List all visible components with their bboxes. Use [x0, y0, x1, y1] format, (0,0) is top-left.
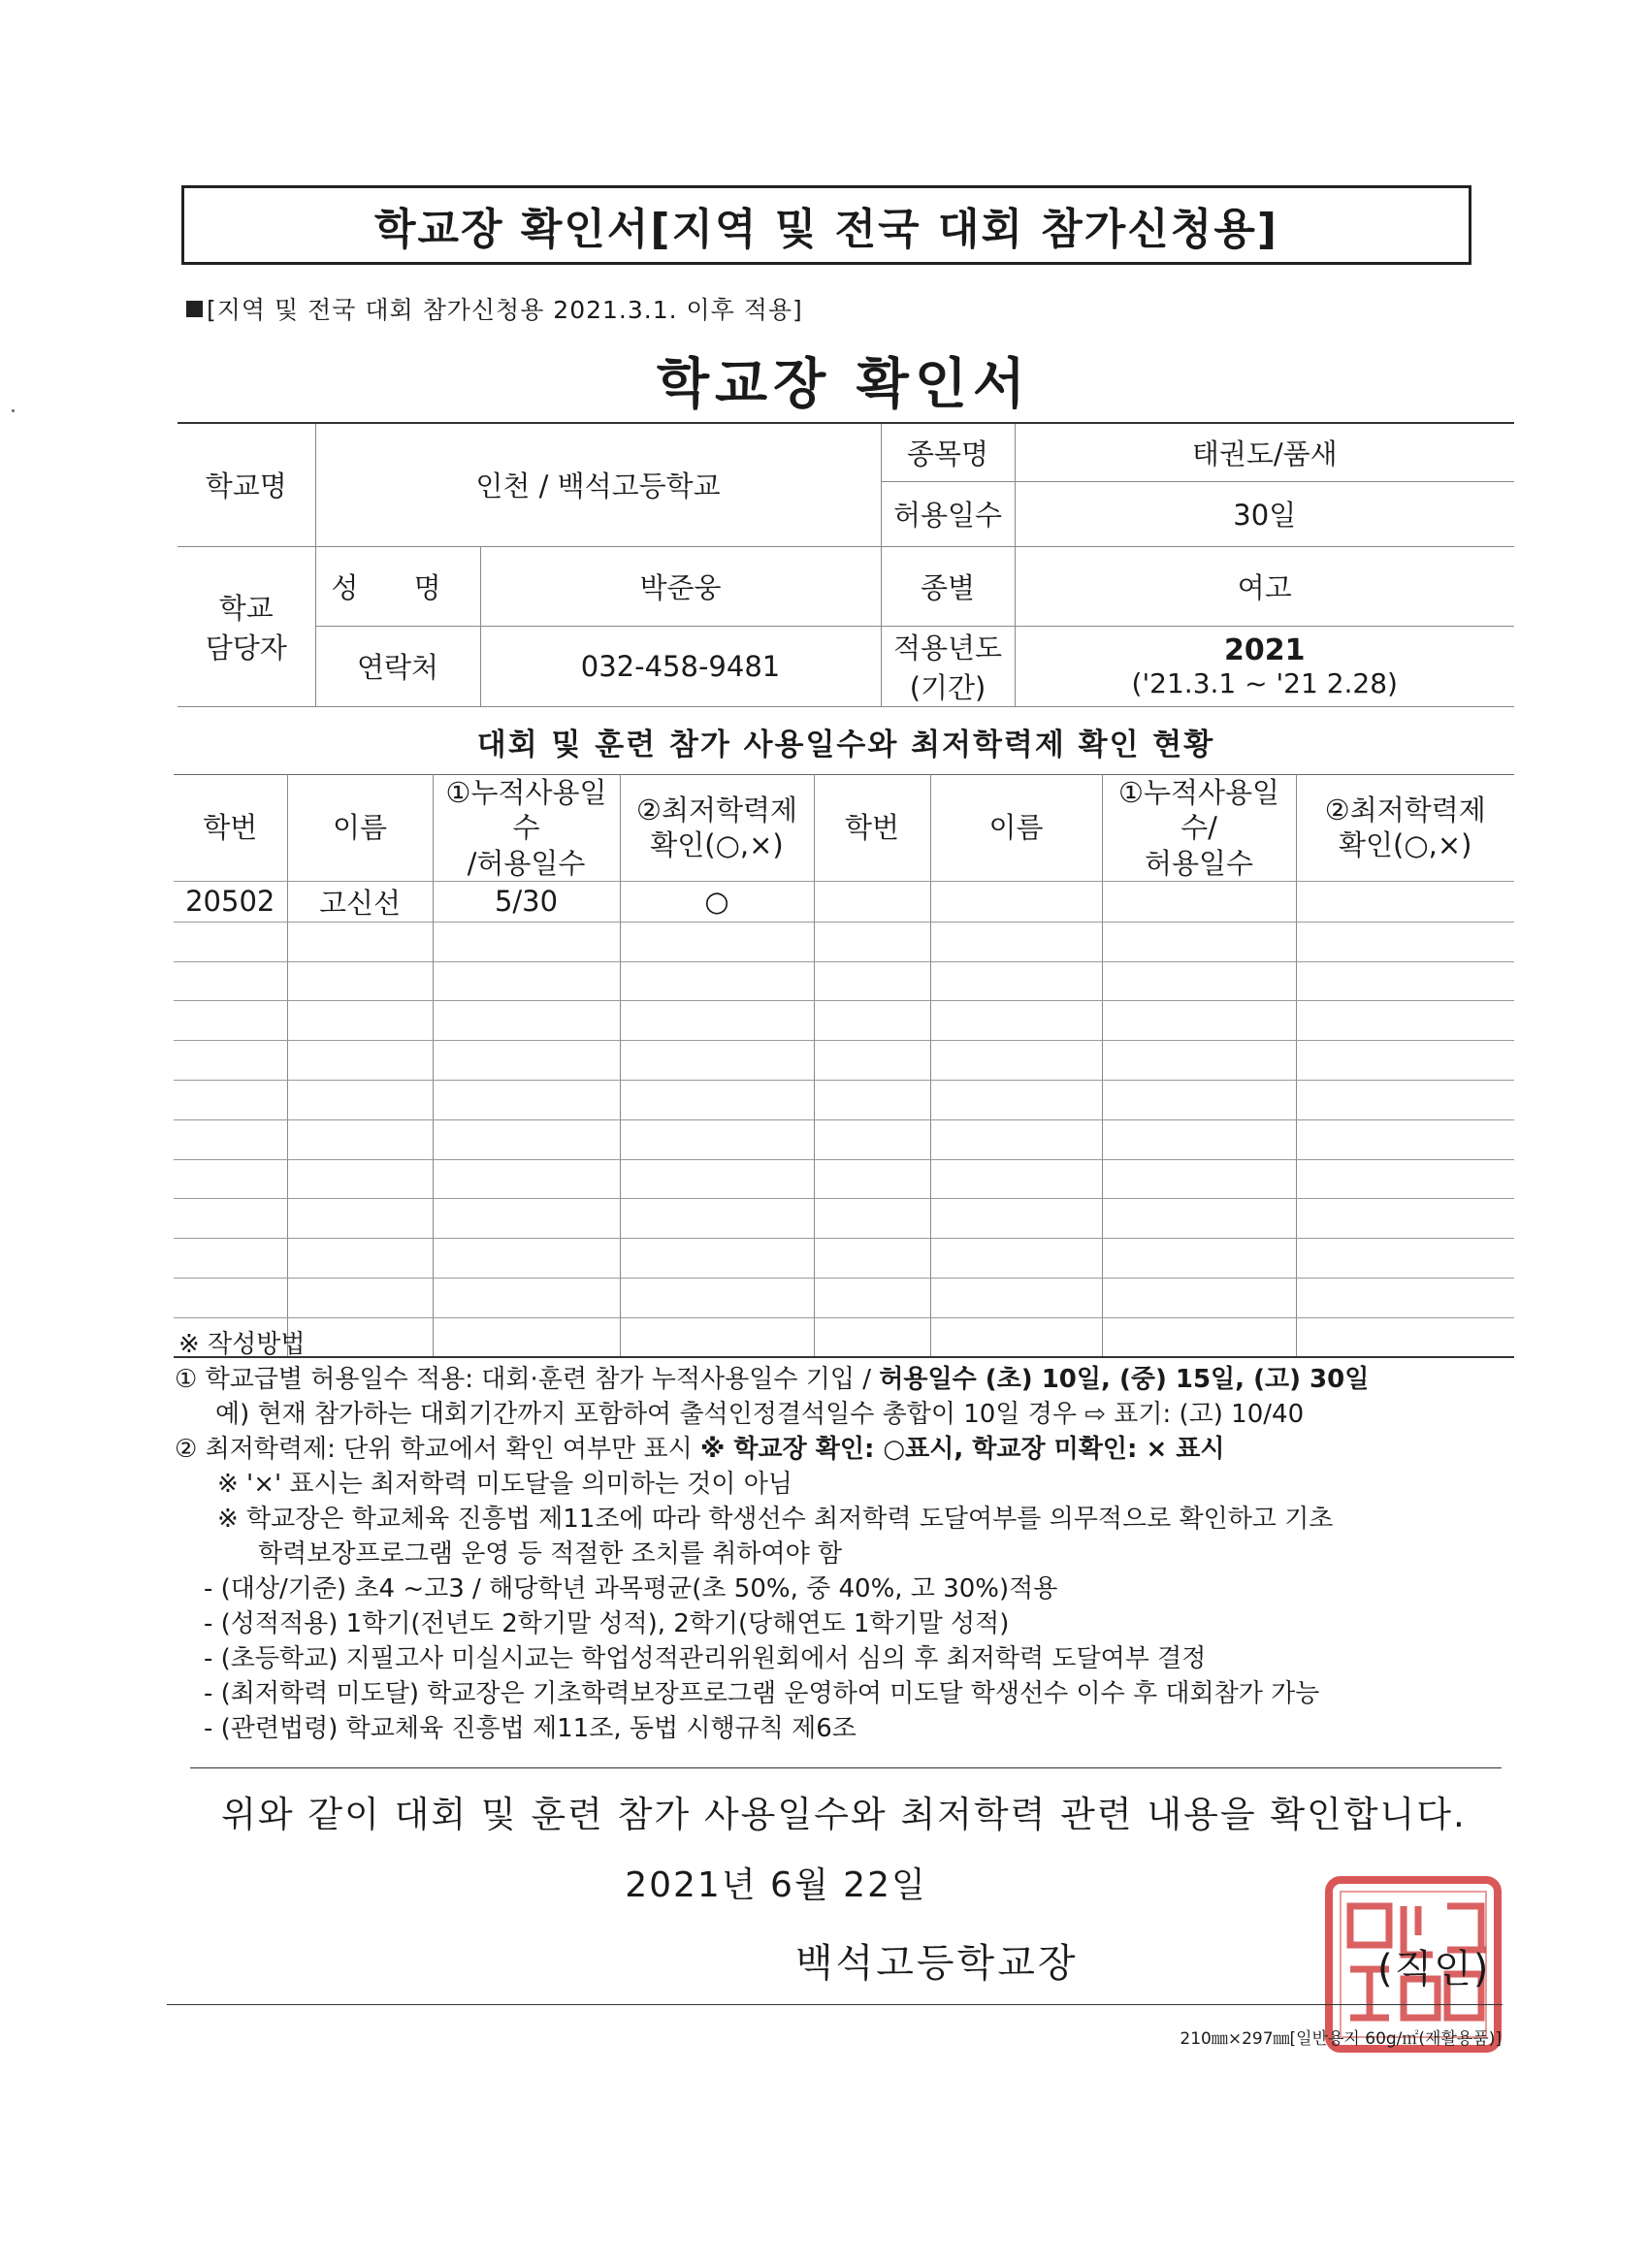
header-id: 학번: [174, 775, 287, 882]
empty-cell: [814, 1080, 930, 1119]
header-check-right-line2: 확인(○,×): [1339, 828, 1472, 862]
student-id-right: [814, 881, 930, 922]
empty-cell: [1296, 1199, 1514, 1239]
student-check-right: [1296, 881, 1514, 922]
header-days: [433, 775, 620, 882]
table-row: [174, 1199, 1514, 1239]
header-check-right: [1296, 775, 1514, 882]
empty-cell: [433, 1239, 620, 1279]
student-days-right: [1102, 881, 1296, 922]
status-section-title: 대회 및 훈련 참가 사용일수와 최저학력제 확인 현황: [476, 728, 1215, 762]
instruction-item-1-text: ① 학교급별 허용일수 적용: 대회·훈련 참가 누적사용일수 기입 /: [175, 1365, 880, 1394]
year-cell: [1015, 626, 1514, 706]
empty-cell: [814, 1239, 930, 1279]
period-value: ('21.3.1 ~ '21 2.28): [1131, 666, 1398, 699]
empty-cell: [174, 922, 287, 961]
square-bullet-icon: [186, 301, 203, 317]
allowed-days-label: 허용일수: [881, 481, 1015, 546]
empty-cell: [1102, 961, 1296, 1001]
empty-cell: [814, 1199, 930, 1239]
instruction-item-2: [175, 1432, 1513, 1467]
empty-cell: [1102, 1001, 1296, 1041]
empty-cell: [287, 1239, 433, 1279]
instruction-item-1-emphasis: 허용일수 (초) 10일, (중) 15일, (고) 30일: [879, 1365, 1370, 1394]
student-check: ○: [620, 881, 814, 922]
status-table: [174, 774, 1514, 1358]
empty-cell: [433, 1159, 620, 1199]
seal-label: (직인): [1377, 1947, 1491, 1992]
divider: [190, 1767, 1502, 1768]
empty-cell: [620, 961, 814, 1001]
instruction-item-1: [175, 1362, 1513, 1397]
empty-cell: [174, 1199, 287, 1239]
empty-cell: [814, 1119, 930, 1159]
header-id-right: 학번: [814, 775, 930, 882]
empty-cell: [814, 1001, 930, 1041]
year-label: [881, 626, 1015, 706]
table-row: [174, 1119, 1514, 1159]
empty-cell: [433, 922, 620, 961]
empty-cell: [930, 1159, 1102, 1199]
header-name-right: 이름: [930, 775, 1102, 882]
header-check-right-line1: ②최저학력제: [1324, 794, 1486, 827]
empty-cell: [287, 1278, 433, 1317]
empty-cell: [287, 1080, 433, 1119]
header-check-line2: 확인(○,×): [650, 828, 784, 862]
empty-cell: [1296, 1080, 1514, 1119]
empty-cell: [1296, 922, 1514, 961]
empty-cell: [1102, 1278, 1296, 1317]
event-label: 종목명: [881, 423, 1015, 481]
main-title: 학교장 확인서: [656, 353, 1032, 416]
confirmation-statement: 위와 같이 대회 및 훈련 참가 사용일수와 최저학력 관련 내용을 확인합니다.: [221, 1794, 1467, 1835]
empty-cell: [930, 922, 1102, 961]
table-row: [174, 881, 1514, 922]
empty-cell: [174, 1001, 287, 1041]
empty-cell: [1102, 1199, 1296, 1239]
header-days-right-line1: ①누적사용일수/: [1117, 776, 1280, 845]
table-row: [174, 1278, 1514, 1317]
empty-cell: [1102, 1239, 1296, 1279]
status-header-row: [174, 775, 1514, 882]
empty-cell: [1296, 961, 1514, 1001]
empty-cell: [930, 1041, 1102, 1081]
empty-cell: [1102, 1080, 1296, 1119]
instruction-note-1: ※ '×' 표시는 최저학력 미도달을 의미하는 것이 아님: [217, 1470, 792, 1499]
student-name: 고신선: [287, 881, 433, 922]
event-value: 태권도/품새: [1015, 423, 1514, 481]
instruction-bullet: - (성적적용) 1학기(전년도 2학기말 성적), 2학기(당해연도 1학기말 성적): [204, 1609, 1010, 1638]
name-label: 성 명: [315, 546, 480, 626]
applicability-note-text: [지역 및 전국 대회 참가신청용 2021.3.1. 이후 적용]: [207, 296, 803, 324]
instruction-bullet: - (대상/기준) 초4 ~고3 / 해당학년 과목평균(초 50%, 중 40%, 고 30%)적용: [204, 1574, 1058, 1604]
type-value: 여고: [1015, 546, 1514, 626]
header-check-line1: ②최저학력제: [635, 794, 798, 827]
header-name: 이름: [287, 775, 433, 882]
empty-cell: [174, 1041, 287, 1081]
instruction-note-2-cont: 학력보장프로그램 운영 등 적절한 조치를 취하여야 함: [258, 1539, 843, 1569]
year-label-line2: (기간): [909, 670, 986, 704]
instruction-item-2-text: ② 최저학력제: 단위 학교에서 확인 여부만 표시: [175, 1435, 701, 1464]
header-check: [620, 775, 814, 882]
header-days-line1: ①누적사용일수: [445, 776, 607, 845]
instruction-bullet: - (초등학교) 지필고사 미실시교는 학업성적관리위원회에서 심의 후 최저학력 도달여부 결정: [204, 1644, 1207, 1673]
year-label-line1: 적용년도: [892, 631, 1003, 664]
empty-cell: [814, 1159, 930, 1199]
school-info-table: [178, 422, 1514, 707]
header-days-right: [1102, 775, 1296, 882]
principal-name: 백석고등학교장: [795, 1941, 1079, 1986]
empty-cell: [433, 1001, 620, 1041]
empty-cell: [620, 1119, 814, 1159]
empty-cell: [174, 961, 287, 1001]
empty-cell: [1296, 1119, 1514, 1159]
allowed-days-value: 30일: [1015, 481, 1514, 546]
empty-cell: [930, 1119, 1102, 1159]
empty-cell: [287, 1041, 433, 1081]
empty-cell: [620, 1239, 814, 1279]
paper-spec: 210㎜×297㎜[일반용지 60g/㎡(재활용품)]: [1180, 2029, 1502, 2049]
empty-cell: [814, 961, 930, 1001]
table-row: [174, 1080, 1514, 1119]
empty-cell: [433, 961, 620, 1001]
table-row: [174, 1041, 1514, 1081]
empty-cell: [174, 1239, 287, 1279]
table-row: [174, 1001, 1514, 1041]
empty-cell: [287, 1199, 433, 1239]
empty-cell: [620, 1159, 814, 1199]
name-value: 박준웅: [480, 546, 881, 626]
instruction-item-1-example: 예) 현재 참가하는 대회기간까지 포함하여 출석인정결석일수 총합이 10일 경우 ⇨ 표기: (고) 10/40: [215, 1400, 1305, 1429]
empty-cell: [930, 1278, 1102, 1317]
empty-cell: [1102, 1041, 1296, 1081]
table-row: [174, 1159, 1514, 1199]
empty-cell: [287, 1159, 433, 1199]
empty-cell: [174, 1159, 287, 1199]
header-days-line2: /허용일수: [467, 846, 586, 880]
empty-cell: [930, 961, 1102, 1001]
empty-cell: [433, 1278, 620, 1317]
empty-cell: [174, 1080, 287, 1119]
empty-cell: [287, 961, 433, 1001]
instruction-item-2-emphasis: ※ 학교장 확인: ○표시, 학교장 미확인: × 표시: [700, 1435, 1225, 1464]
contact-value: 032-458-9481: [480, 626, 881, 706]
empty-cell: [620, 1199, 814, 1239]
empty-cell: [930, 1001, 1102, 1041]
instructions: [175, 1327, 1513, 1746]
empty-cell: [433, 1199, 620, 1239]
empty-cell: [1296, 1278, 1514, 1317]
empty-cell: [930, 1199, 1102, 1239]
empty-cell: [1296, 1001, 1514, 1041]
empty-cell: [433, 1080, 620, 1119]
table-row: [174, 922, 1514, 961]
confirmation-date: 2021년 6월 22일: [625, 1865, 927, 1905]
year-value: 2021: [1224, 632, 1306, 667]
document-title: 학교장 확인서[지역 및 전국 대회 참가신청용]: [374, 205, 1278, 254]
empty-cell: [930, 1239, 1102, 1279]
empty-cell: [1102, 1119, 1296, 1159]
manager-label: [178, 546, 315, 706]
school-label: 학교명: [178, 423, 315, 546]
student-days: 5/30: [433, 881, 620, 922]
instruction-note-2: ※ 학교장은 학교체육 진흥법 제11조에 따라 학생선수 최저학력 도달여부를 의무적으로 확인하고 기초: [217, 1505, 1334, 1534]
empty-cell: [814, 1278, 930, 1317]
manager-label-line2: 담당자: [205, 631, 287, 664]
school-value: 인천 / 백석고등학교: [315, 423, 881, 546]
instructions-heading: ※ 작성방법: [178, 1330, 306, 1359]
empty-cell: [1296, 1159, 1514, 1199]
empty-cell: [620, 1001, 814, 1041]
instruction-bullet: - (최저학력 미도달) 학교장은 기초학력보장프로그램 운영하여 미도달 학생선수 이수 후 대회참가 가능: [204, 1679, 1320, 1708]
empty-cell: [620, 922, 814, 961]
table-row: [174, 1239, 1514, 1279]
empty-cell: [174, 1278, 287, 1317]
empty-cell: [1296, 1239, 1514, 1279]
empty-cell: [814, 922, 930, 961]
empty-cell: [1102, 922, 1296, 961]
empty-cell: [620, 1041, 814, 1081]
empty-cell: [433, 1041, 620, 1081]
empty-cell: [620, 1080, 814, 1119]
document-title-box: [181, 185, 1471, 265]
student-name-right: [930, 881, 1102, 922]
applicability-note: [186, 291, 803, 326]
student-id: 20502: [174, 881, 287, 922]
table-row: [174, 961, 1514, 1001]
empty-cell: [287, 1001, 433, 1041]
header-days-right-line2: 허용일수: [1144, 846, 1254, 880]
empty-cell: [1102, 1159, 1296, 1199]
empty-cell: [433, 1119, 620, 1159]
empty-cell: [287, 922, 433, 961]
empty-cell: [174, 1119, 287, 1159]
contact-label: 연락처: [315, 626, 480, 706]
footer-divider: [167, 2004, 1503, 2005]
empty-cell: [1296, 1041, 1514, 1081]
type-label: 종별: [881, 546, 1015, 626]
manager-label-line1: 학교: [218, 591, 274, 625]
instruction-bullet: - (관련법령) 학교체육 진흥법 제11조, 동법 시행규칙 제6조: [204, 1714, 857, 1743]
empty-cell: [930, 1080, 1102, 1119]
empty-cell: [287, 1119, 433, 1159]
empty-cell: [620, 1278, 814, 1317]
empty-cell: [814, 1041, 930, 1081]
